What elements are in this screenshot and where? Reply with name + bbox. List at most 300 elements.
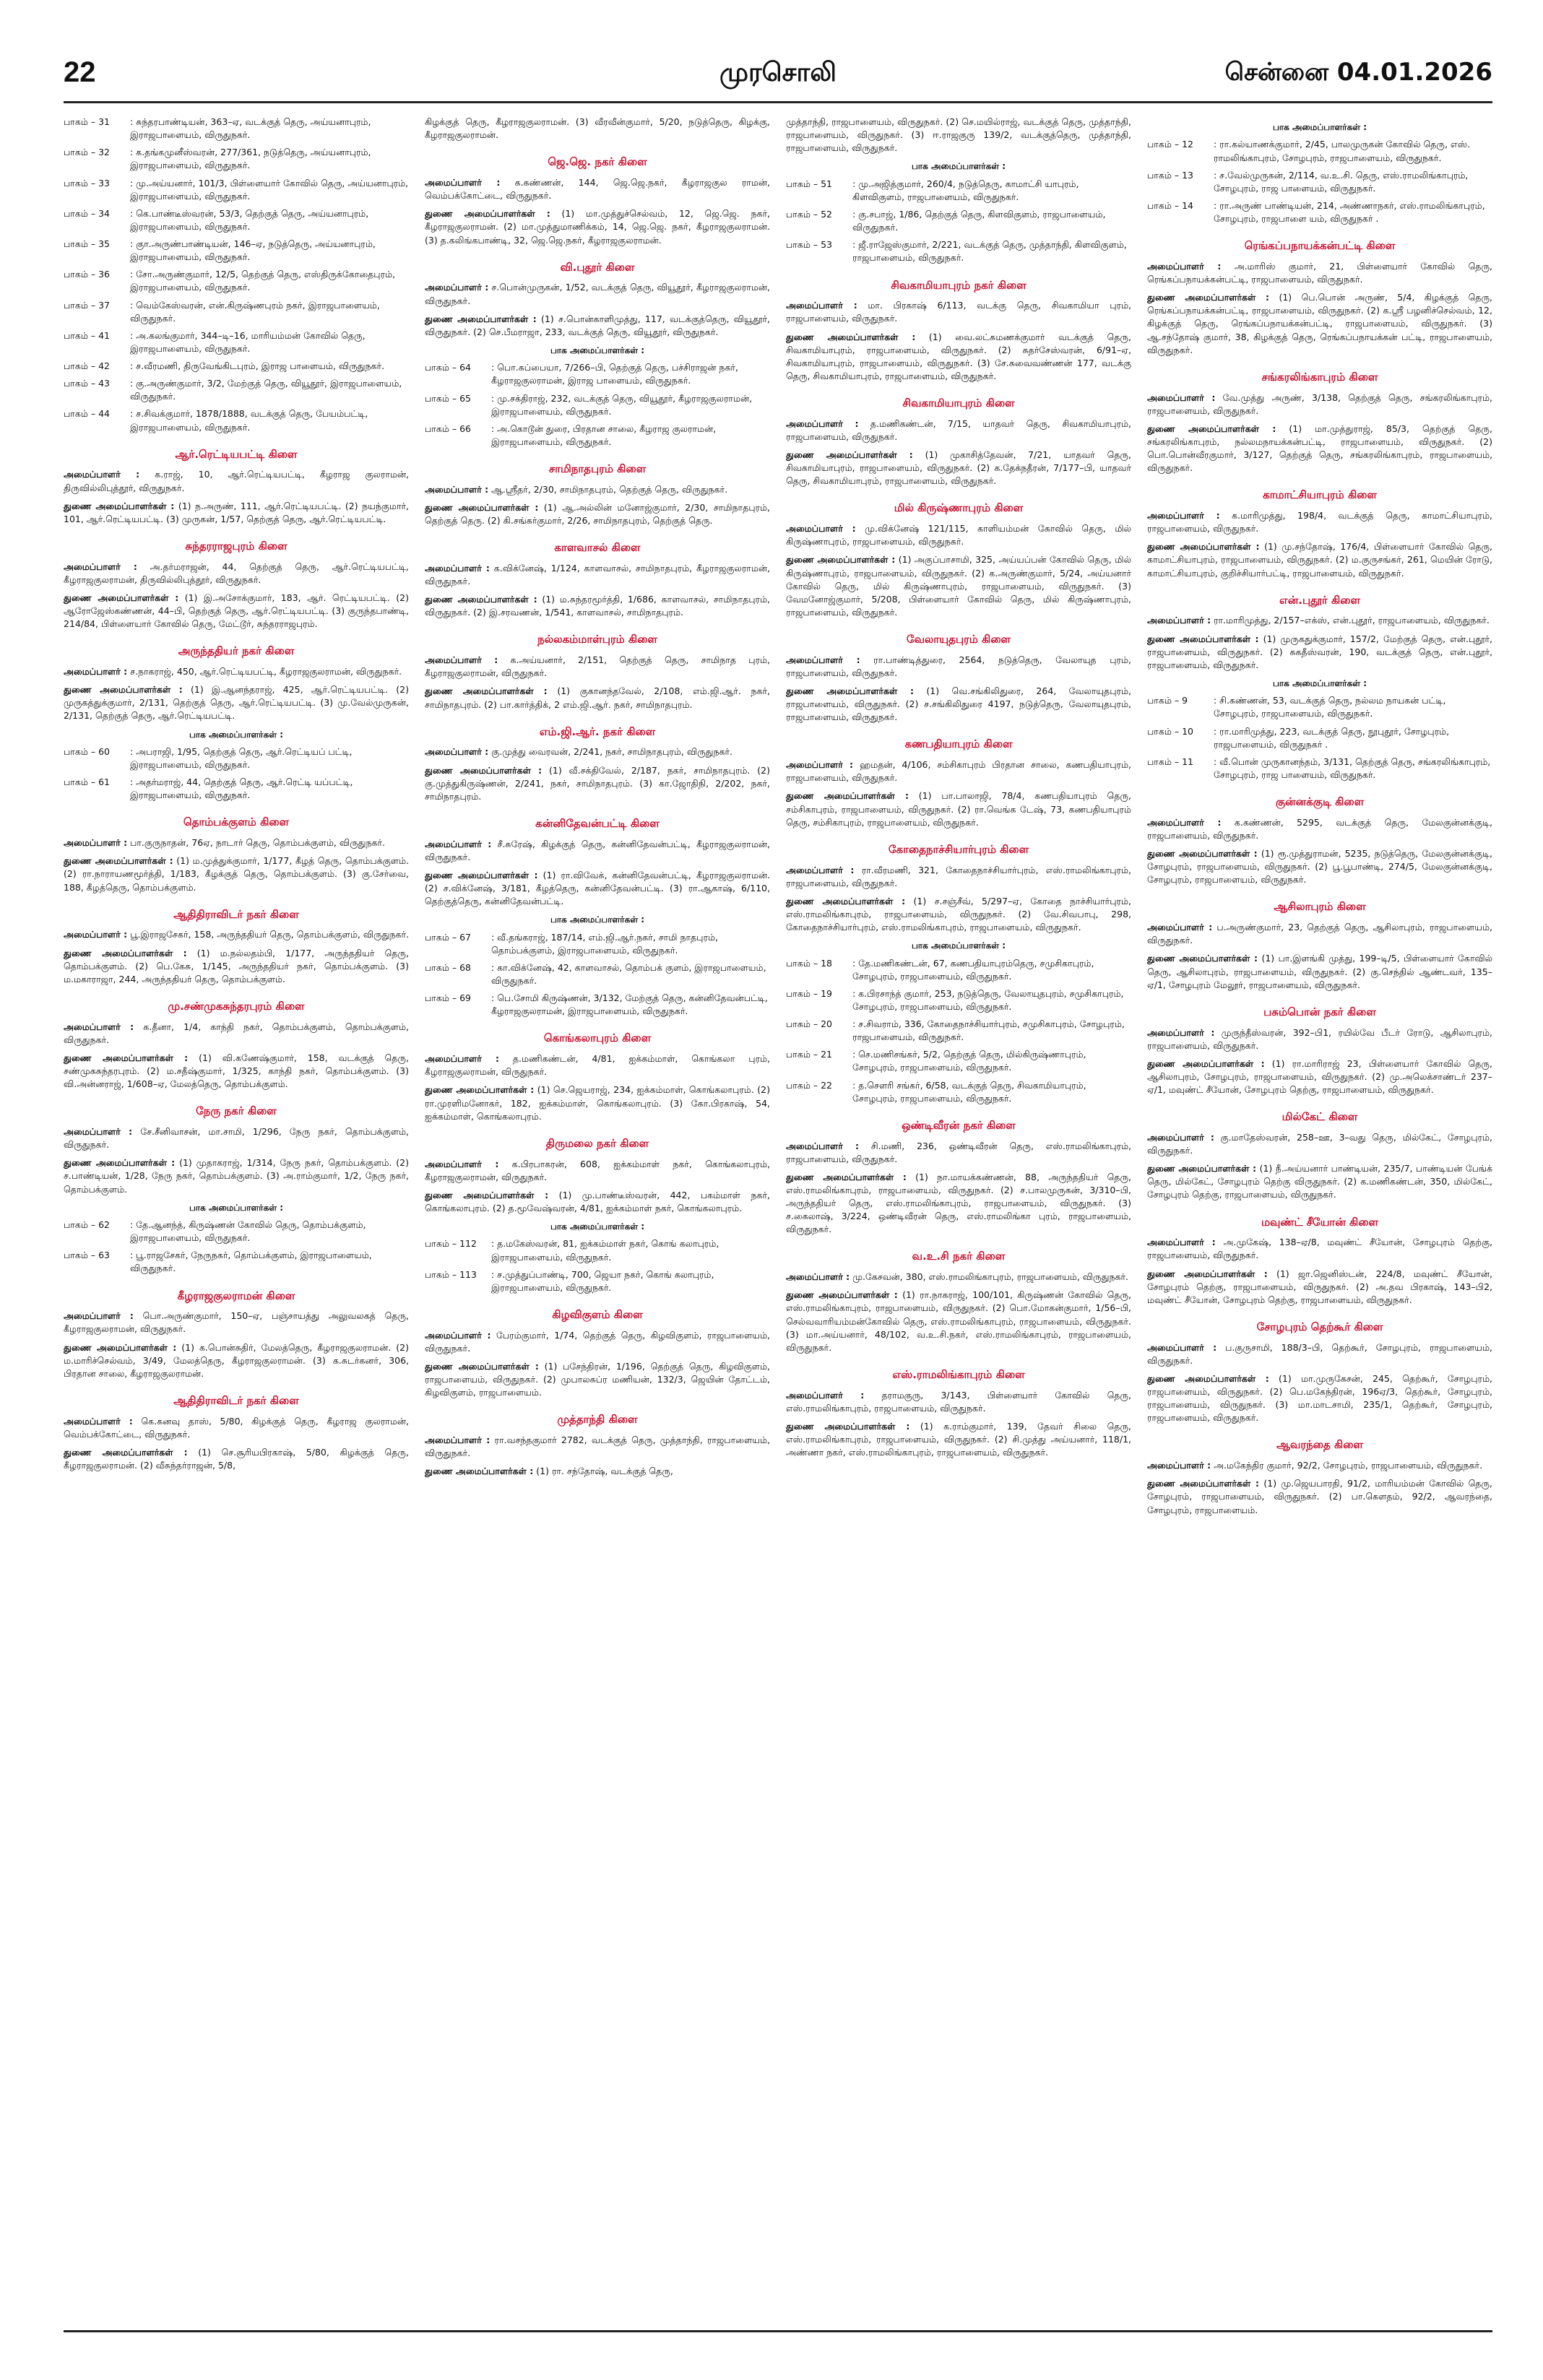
- branch-heading: சாமிநாதபுரம் கிளை: [548, 462, 647, 476]
- branch-section: [425, 1136, 770, 1294]
- deputy-names: (1) ரா.மாரிராஜ் 23, பிள்ளையார் கோவில் தெரு, ஆசிலாபுரம், சோழபுரம், ராஜபாளையம், விருதுநகர். (2) மு.அலெக்சாண்டர் 237–ஏ/1, மவுண்ட் சீயோன், சோழபுரம் தெற்கு, ராஜபாளையம், விருதுநகர்.: [1147, 1057, 1492, 1096]
- branch-section: [1147, 488, 1492, 579]
- organizer-entry: [425, 745, 770, 758]
- branch-heading: ஆவரந்தை கிளை: [1276, 1438, 1363, 1452]
- deputy-label: துணை அமைப்பாளர்கள் :: [1147, 292, 1270, 303]
- organizer-entry: [425, 176, 770, 202]
- deputy-organizers-entry: [1147, 423, 1492, 475]
- booth-row: [1147, 199, 1492, 225]
- organizer-name: ப.குருசாமி, 188/3–பி, தெற்கூர், சோழபுரம், ராஜபாளையம், விருதுநகர்.: [1147, 1341, 1492, 1366]
- booth-row: [64, 377, 409, 403]
- deputy-organizers-entry: [64, 1341, 409, 1380]
- booth-row: [64, 177, 409, 203]
- organizer-name: ஹமதன், 4/106, சம்சிகாபுரம் பிரதான சாலை, கணபதியாபுரம், ராஜபாளையம், விருதுநகர்.: [786, 759, 1131, 784]
- deputy-organizers-entry: [1147, 1268, 1492, 1307]
- deputy-organizers-entry: [1147, 633, 1492, 672]
- organizer-entry: [425, 654, 770, 680]
- organizer-entry: [425, 838, 770, 864]
- organizer-entry: [64, 468, 409, 494]
- deputy-names: (1) செ.சூரியபிரகாஷ், 5/80, கிழக்குத் தெரு, கீழராஜகுலராமன். (2) வீசுந்தர்ராஜன், 5/8,: [64, 1446, 409, 1471]
- organizer-label: அமைப்பாளர் :: [786, 1389, 865, 1401]
- booth-number: பாகம் – 20: [786, 1018, 832, 1030]
- organizer-label: அமைப்பாளர் :: [786, 654, 860, 665]
- booth-organizers-heading: பாக அமைப்பாளர்கள் :: [550, 345, 645, 355]
- organizer-name: அ.மாரிஸ் குமார், 21, பிள்ளையார் கோவில் தெரு, ரெங்கப்பநாயக்கன்பட்டி, ராஜபாளையம், விருதுநகர்.: [1147, 260, 1492, 285]
- deputy-label: துணை அமைப்பாளர்கள் :: [425, 501, 539, 513]
- booth-organizer: : ரா.கல்யாணக்குமார், 2/45, பாலமுருகன் கோவில் தெரு, எஸ். ராமலிங்காபுரம், சோழபுரம், ராஜபாளையம், விருதுநகர்.: [1214, 139, 1471, 163]
- deputy-label: துணை அமைப்பாளர்கள் :: [64, 500, 175, 511]
- branch-section: [786, 116, 1131, 265]
- deputy-label: துணை அமைப்பாளர்கள் :: [786, 790, 909, 802]
- booth-organizer: : பூ.ராஜசேகர், நேருநகர், தொம்பக்குளம், இராஜபாளையம், விருதுநகர்.: [130, 1250, 372, 1274]
- branch-section: [786, 1249, 1131, 1354]
- booth-organizer: : தே.ஆனந்த், கிருஷ்ணன் கோவில் தெரு, தொம்பக்குளம், இராஜபாளையம், விருதுநகர்.: [130, 1219, 366, 1244]
- organizer-label: அமைப்பாளர் :: [64, 1021, 134, 1032]
- deputy-label: துணை அமைப்பாளர்கள் :: [786, 1171, 907, 1182]
- branch-section: [425, 1412, 770, 1478]
- booth-number: பாகம் – 61: [64, 776, 110, 788]
- booth-number: பாகம் – 42: [64, 360, 110, 371]
- booth-organizer: : க.தங்கமுனீஸ்வரன், 277/361, நடுத்தெரு, அய்யனாபுரம், இராஜபாளையம், விருதுநகர்.: [130, 147, 371, 171]
- branch-heading: முத்தாந்தி கிளை: [557, 1413, 638, 1427]
- booth-organizers-heading: பாக அமைப்பாளர்கள் :: [911, 161, 1006, 172]
- organizer-label: அமைப்பாளர் :: [786, 864, 855, 875]
- deputy-label: துணை அமைப்பாளர்கள் :: [786, 449, 913, 461]
- booth-number: பாகம் – 21: [786, 1049, 832, 1060]
- organizer-label: அமைப்பாளர் :: [1147, 391, 1216, 403]
- organizer-entry: [425, 281, 770, 307]
- organizer-entry: [64, 1125, 409, 1151]
- deputy-organizers-entry: [64, 683, 409, 722]
- organizer-name: வே.முத்து அருண், 3/138, தெற்குத் தெரு, சங்கரலிங்காபுரம், ராஜபாளையம், விருதுநகர்.: [1147, 391, 1492, 416]
- deputy-names: (1) குகானந்தவேல், 2/108, எம்.ஜி.ஆர். நகர், சாமிநாதபுரம். (2) பா.கார்த்திக், 2 எம்.ஜி.ஆர். நகர், சாமிநாதபுரம்.: [425, 685, 770, 710]
- deputy-label: துணை அமைப்பாளர்கள் :: [64, 1052, 189, 1063]
- branch-heading: வேலாயுதபுரம் கிளை: [906, 633, 1011, 646]
- newspaper-title: முரசொலி: [719, 58, 837, 87]
- booth-number: பாகம் – 36: [64, 269, 110, 280]
- booth-organizer: : கு.சபாஜ், 1/86, தெற்குத் தெரு, கிளவிகுளம், ராஜபாளையம், விருதுநகர்.: [852, 209, 1106, 233]
- booth-organizer: : ச.வீரமணி, திருவேங்கிடபுரம், இராஜ பாளையம், விருதுநகர்.: [130, 360, 385, 371]
- organizer-name: சீ.சுரேஷ், கிழக்குத் தெரு, கன்னிதேவன்பட்டி, கீழராஜகுலராமன், விருதுநகர்.: [425, 838, 770, 862]
- organizer-name: மா. பிரகாஷ் 6/113, வடக்கு தெரு, சிவகாமியா புரம், ராஜபாளையம், விருதுநகர்.: [786, 300, 1131, 324]
- branch-section: [64, 1393, 409, 1472]
- deputy-organizers-entry: [786, 331, 1131, 384]
- branch-section: [64, 644, 409, 802]
- booth-row: [786, 238, 1131, 264]
- deputy-names: (1) ரா.நாகராஜ், 100/101, கிருஷ்ணன் கோவில் தெரு, எஸ்.ராமலிங்காபுரம், ராஜபாளையம், விருதுநகர். (2) பொ.மோகன்குமார், 1/56–பி, செல்வவாரியம்மன்கோவில் தெரு, எஸ்.ராமலிங்காபுரம், ராஜபாளையம், விருதுநகர். (3) மா.அய்யனார், 48/102, வ.உ.சி.நகர், எஸ்.ராமலிங்காபுரம், ராஜபாளையம், விருதுநகர்.: [786, 1289, 1131, 1353]
- organizer-label: அமைப்பாளர் :: [1147, 1460, 1211, 1471]
- branch-section: [1147, 795, 1492, 886]
- masthead: [64, 56, 1492, 97]
- organizer-label: அமைப்பாளர் :: [64, 666, 128, 677]
- booth-organizers-heading: பாக அமைப்பாளர்கள் :: [550, 1221, 645, 1232]
- deputy-label: துணை அமைப்பாளர்கள் :: [425, 1084, 535, 1096]
- deputy-names: (1) க.ராம்குமார், 139, தேவர் சிலை தெரு, எஸ்.ராமலிங்காபுரம், ராஜபாளையம், விருதுநகர். (2) சி.முத்து அய்யனார், 118/1, அண்ணா நகர், எஸ்.ராமலிங்காபுரம், ராஜபாளையம், விருதுநகர்.: [786, 1420, 1131, 1458]
- organizer-name: கு.முத்து வைரவன், 2/241, நகர், சாமிநாதபுரம், விருதுநகர்.: [491, 746, 733, 758]
- deputy-organizers-entry: [1147, 291, 1492, 357]
- booth-row: [425, 392, 770, 418]
- booth-organizer: : செ.மணிசங்கர், 5/2, தெற்குத் தெரு, மில்கிருஷ்ணாபுரம், சோழபுரம், ராஜபாளையம், விருதுநகர்.: [852, 1049, 1086, 1073]
- deputy-organizers-entry: [425, 1189, 770, 1215]
- booth-organizer: : மு.அய்யனார், 101/3, பிள்ளையார் கோவில் தெரு, அய்யனாபுரம், இராஜபாளையம், விருதுநகர்.: [130, 177, 409, 202]
- organizer-entry: [786, 299, 1131, 325]
- organizer-label: அமைப்பாளர் :: [425, 1053, 499, 1065]
- deputy-names: (1) ந.அருண், 111, ஆர்.ரெட்டியபட்டி. (2) நயந்குமார், 101, ஆர்.ரெட்டியபட்டி. (3) முருகன், 1/57, தெற்குத் தெரு, ஆர்.ரெட்டியபட்டி.: [64, 500, 409, 524]
- branch-section: [786, 278, 1131, 384]
- organizer-name: பொ.அருண்குமார், 150–ஏ, பஞ்சாயத்து அலுவலகத் தெரு, கீழராஜகுலராமன், விருதுநகர்.: [64, 1310, 409, 1335]
- booth-organizers-heading: பாக அமைப்பாளர்கள் :: [189, 729, 284, 740]
- organizer-entry: [1147, 1341, 1492, 1367]
- booth-row: [64, 1249, 409, 1275]
- branch-section: [425, 1307, 770, 1399]
- branch-heading: எம்.ஜி.ஆர். நகர் கிளை: [539, 724, 656, 738]
- organizer-entry: [425, 562, 770, 588]
- branch-section: [64, 539, 409, 631]
- branch-heading: வ.உ.சி நகர் கிளை: [912, 1250, 1006, 1263]
- branch-section: [425, 1031, 770, 1122]
- booth-row: [1147, 694, 1492, 720]
- deputy-label: துணை அமைப்பாளர்கள் :: [786, 554, 896, 566]
- organizer-name: ரா.வீரமணி, 321, கோதைநாச்சியார்புரம், எஸ்.ராமலிங்காபுரம், ராஜபாளையம், விருதுநகர்.: [786, 864, 1131, 888]
- branch-section: [425, 816, 770, 1018]
- deputy-names: (1) ஆ.அல்லின் மனோஜ்குமார், 2/30, சாமிநாதபுரம், தெற்குத் தெரு. (2) கி.சங்கர்குமார், 2/26, சாமிநாதபுரம், தெற்குத் தெரு.: [425, 501, 770, 527]
- deputy-organizers-entry: [786, 553, 1131, 619]
- organizer-entry: [64, 1021, 409, 1047]
- organizer-label: அமைப்பாளர் :: [425, 746, 489, 758]
- organizer-label: அமைப்பாளர் :: [1147, 1026, 1215, 1038]
- branch-heading: நேரு நகர் கிளை: [196, 1104, 277, 1118]
- branch-section: [64, 907, 409, 986]
- deputy-organizers-entry: [64, 854, 409, 893]
- booth-number: பாகம் – 69: [425, 992, 471, 1004]
- booth-number: பாகம் – 11: [1147, 756, 1193, 767]
- deputy-organizers-entry: [1147, 952, 1492, 991]
- organizer-label: அமைப்பாளர் :: [425, 654, 498, 666]
- organizer-label: அமைப்பாளர் :: [425, 1435, 490, 1446]
- organizer-label: அமைப்பாளர் :: [64, 1310, 134, 1322]
- branch-heading: சுந்தரராஜபுரம் கிளை: [185, 539, 288, 553]
- booth-number: பாகம் – 37: [64, 299, 110, 311]
- deputy-label: துணை அமைப்பாளர்கள் :: [1147, 1057, 1265, 1069]
- booth-row: [64, 268, 409, 294]
- column-3: [786, 116, 1131, 2326]
- booth-organizer: : த.செளரி சங்கர், 6/58, வடக்குத் தெரு, சிவகாமியாபுரம், சோழபுரம், ராஜபாளையம், விருதுநகர்.: [852, 1079, 1086, 1104]
- branch-section: [1147, 238, 1492, 357]
- deputy-names: (1) பா.பாலாஜி, 78/4, கணபதியாபுரம் தெரு, சம்சிகாபுரம், ராஜபாளையம், விருதுநகர். (2) ரா.வெங்க டேஷ், 73, கணபதியாபுரம் தெரு, சம்சிகாபுரம், ராஜபாளையம், விருதுநகர்.: [786, 790, 1131, 828]
- organizer-name: முருந்தீஸ்வரன், 392–பி1, ரயில்வே பீடர் ரோடு, ஆசிலாபுரம், ராஜபாளையம், விருதுநகர்.: [1147, 1026, 1492, 1051]
- deputy-organizers-entry: [1147, 1162, 1492, 1201]
- branch-heading: கிழவிகுளம் கிளை: [552, 1307, 643, 1321]
- organizer-entry: [786, 864, 1131, 890]
- deputy-names: (1) முதாகராஜ், 1/314, நேரு நகர், தொம்பக்குளம். (2) ச.பாண்டியன், 1/28, நேரு நகர், தொம்பக்குளம். (3) அ.ராம்குமார், 1/2, நேரு நகர், தொம்பக்குளம்.: [64, 1157, 409, 1195]
- branch-section: [425, 724, 770, 803]
- organizer-label: அமைப்பாளர் :: [1147, 615, 1211, 626]
- deputy-organizers-entry: [786, 685, 1131, 724]
- deputy-label: துணை அமைப்பாளர்கள் :: [786, 685, 915, 697]
- booth-number: பாகம் – 65: [425, 392, 471, 404]
- deputy-names: (1) ஜா.ஜெனிஸ்டன், 224/8, மவுண்ட் சீயோன், சோழபுரம் தெற்கு, ராஜபாளையம், விருதுநகர். (2) அ.தவ பிரகாஷ், 143–பி2, மவுண்ட் சீயோன், சோழபுரம் தெற்கு, ராஜபாளையம், விருதுநகர்.: [1147, 1268, 1492, 1305]
- booth-organizer: : பெ.சோமி கிருஷ்ணன், 3/132, மேற்குத் தெரு, கன்னிதேவன்பட்டி, கீழராஜகுலராமன், இராஜபாளையம், விருதுநகர்.: [491, 992, 768, 1017]
- deputy-label: துணை அமைப்பாளர்கள் :: [1147, 953, 1258, 964]
- deputy-organizers-entry: [64, 592, 409, 631]
- booth-row: [786, 1018, 1131, 1044]
- deputy-organizers-entry: [786, 449, 1131, 488]
- booth-number: பாகம் – 53: [786, 239, 832, 251]
- booth-row: [786, 178, 1131, 204]
- organizer-entry: [425, 1329, 770, 1355]
- deputy-label: துணை அமைப்பாளர்கள் :: [425, 208, 550, 220]
- organizer-name: மு.விக்னேஷ் 121/115, காளியம்மன் கோவில் தெரு, மில் கிருஷ்ணாபுரம், ராஜபாளையம், விருதுநகர்.: [786, 523, 1131, 548]
- deputy-label: துணை அமைப்பாளர்கள் :: [64, 1446, 188, 1458]
- deputy-names: (1) மா.முத்துராஜ், 85/3, தெற்குத் தெரு, சங்கரலிங்காபுரம், நல்லமநாயக்கன்பட்டி, ராஜபாளையம், விருதுநகர். (2) பொ.பொன்வீரகுமார், 3/127, தெற்குத் தெரு, சங்கரலிங்காபுரம், ராஜபாளையம், விருதுநகர்.: [1147, 423, 1492, 474]
- deputy-organizers-entry: [786, 1289, 1131, 1354]
- branch-heading: சோழபுரம் தெற்கூர் கிளை: [1256, 1320, 1383, 1333]
- branch-section: [786, 1367, 1131, 1459]
- deputy-names: (1) ச.பொன்காளிமுத்து, 117, வடக்குத்தெரு, வியூதூர், விருதுநகர். (2) செ.பீமராஜா, 233, வடக்குத் தெரு, வியூதூர், விருதுநகர்.: [425, 313, 770, 337]
- booth-number: பாகம் – 44: [64, 408, 110, 420]
- deputy-label: துணை அமைப்பாளர்கள் :: [1147, 633, 1259, 644]
- branch-heading: மில்கேட் கிளை: [1281, 1110, 1358, 1124]
- branch-section: [425, 540, 770, 619]
- booth-row: [1147, 169, 1492, 195]
- deputy-organizers-entry: [64, 1052, 409, 1091]
- branch-heading: கணபதியாபுரம் கிளை: [904, 737, 1013, 751]
- booth-number: பாகம் – 13: [1147, 169, 1193, 181]
- organizer-name: பேரம்குமார், 1/74, தெற்குத் தெரு, கிழவிகுளம், ராஜபாளையம், விருதுநகர்.: [425, 1329, 770, 1354]
- organizer-name: க.கண்ணன், 5295, வடக்குத் தெரு, மேலகுன்னக்குடி, ராஜபாளையம், விருதுநகர்.: [1147, 816, 1492, 841]
- branch-heading: குன்னக்குடி கிளை: [1275, 795, 1365, 809]
- deputy-organizers-entry: [64, 947, 409, 986]
- booth-number: பாகம் – 14: [1147, 199, 1193, 211]
- branch-heading: அருந்ததியர் நகர் கிளை: [178, 644, 295, 658]
- booth-organizer: : அ.கலங்குமார், 344–டி–16, மாரியம்மன் கோவில் தெரு, இராஜபாளையம், விருதுநகர்.: [130, 329, 366, 354]
- deputy-names: (1) செ.ஜெயராஜ், 234, ஐக்கம்மாள், கொங்கலாபுரம். (2) ரா.முரளிமனோகர், 182, ஐக்கம்மாள், கொங்கலாபுரம். (3) கோ.பிரகாஷ், 54, ஐக்கம்மாள், கொங்கலாபுரம்.: [425, 1084, 770, 1122]
- organizer-label: அமைப்பாளர் :: [1147, 1131, 1214, 1143]
- booth-number: பாகம் – 51: [786, 178, 832, 189]
- column-1: [64, 116, 409, 2326]
- deputy-names: (1) பெ.பொன் அருண், 5/4, கிழக்குத் தெரு, ரெங்கப்பநாயக்கன்பட்டி, ராஜபாளையம், விருதுநகர். (2) க.ஸ்ரீ பழனிச்செல்வம், 12, கிழக்குத் தெரு, ரெங்கப்பநாயக்கன்பட்டி, ராஜபாளையம், விருதுநகர். (3) ஆ.சந்தோஷ் குமார், 38, கிழக்குத் தெரு, ரெங்கப்பநாயக்கன் பட்டி, ராஜபாளையம், விருதுநகர்.: [1147, 292, 1492, 355]
- deputy-label: துணை அமைப்பாளர்கள் :: [1147, 423, 1276, 434]
- booth-organizer: : அ.கொடூன் துரை, பிரதான சாலை, கீழராஜ குலராமன், இராஜபாளையம், விருதுநகர்.: [491, 423, 717, 447]
- organizer-label: அமைப்பாளர் :: [425, 282, 489, 293]
- branch-heading: ஆசிலாபுரம் கிளை: [1274, 900, 1366, 914]
- booth-row: [64, 207, 409, 233]
- branch-heading: சங்கரலிங்காபுரம் கிளை: [1261, 370, 1378, 384]
- branch-heading: ஜெ.ஜெ. நகர் கிளை: [548, 155, 647, 169]
- organizer-label: அமைப்பாளர் :: [64, 1415, 133, 1427]
- continued-text: முத்தாந்தி, ராஜபாளையம், விருதுநகர். (2) செ.மயில்ராஜ், வடக்குத் தெரு, முத்தாந்தி, ராஜபாளையம், விருதுநகர். (3) ஈ.ராஜகுரு 139/2, வடக்குத்தெரு, முத்தாந்தி, ராஜபாளையம், விருதுநகர்.: [786, 116, 1131, 154]
- organizer-name: மு.கேசவன், 380, எஸ்.ராமலிங்காபுரம், ராஜபாளையம், விருதுநகர்.: [852, 1271, 1128, 1283]
- branch-heading: மவுண்ட் சீயோன் கிளை: [1261, 1215, 1379, 1229]
- branch-heading: சிவகாமியாபுரம் கிளை: [902, 397, 1015, 410]
- organizer-entry: [64, 836, 409, 849]
- organizer-entry: [64, 665, 409, 678]
- organizer-name: க.விக்னேஷ், 1/124, காளவாசல், சாமிநாதபுரம், கீழராஜகுலராமன், விருதுநகர்.: [425, 562, 770, 587]
- booth-number: பாகம் – 63: [64, 1250, 110, 1261]
- organizer-name: த.மணிகண்டன், 4/81, ஐக்கம்மாள், கொங்கலா புரம், கீழராஜகுலராமன், விருதுநகர்.: [425, 1053, 770, 1078]
- deputy-organizers-entry: [64, 1446, 409, 1472]
- organizer-name: ப.அருண்குமார், 23, தெற்குத் தெரு, ஆசிலாபுரம், ராஜபாளையம், விருதுநகர்.: [1147, 922, 1492, 946]
- branch-heading: ஆதிதிராவிடர் நகர் கிளை: [173, 907, 299, 921]
- booth-organizer: : வெம்கேஸ்வரன், என்.கிருஷ்ணபுரம் நகர், இராஜபாளையம், விருதுநகர்.: [130, 299, 380, 324]
- organizer-name: பா.குருநாதன், 76ஏ, நாடார் தெரு, தொம்பக்குளம், விருதுநகர்.: [130, 837, 386, 849]
- booth-organizers-heading: பாக அமைப்பாளர்கள் :: [550, 914, 645, 925]
- deputy-organizers-entry: [425, 1360, 770, 1399]
- organizer-entry: [786, 417, 1131, 443]
- organizer-name: ரா.மாரிமுத்து, 2/157–எக்ஸ், என்.புதூர், ராஜபாளையம், விருதுநகர்.: [1214, 615, 1490, 626]
- deputy-names: (1) நீ.அய்யனார் பாண்டியன், 235/7, பாண்டியன் பேங்க் தெரு, மில்கேட், சோழபுரம் தெற்கு விருதுநகர். (2) க.மணிகண்டன், 350, மில்கேட், சோழபுரம் தெற்கு, ராஜபாளையம், விருதுநகர்.: [1147, 1163, 1492, 1200]
- branch-section: [786, 1118, 1131, 1237]
- footer-rule: [64, 2330, 1492, 2332]
- organizer-name: ரா.வசந்தகுமார் 2782, வடக்குத் தெரு, முத்தாந்தி, ராஜபாளையம், விருதுநகர்.: [425, 1435, 770, 1459]
- deputy-label: துணை அமைப்பாளர்கள் :: [1147, 1478, 1260, 1489]
- deputy-names: (1) ச.சஞ்சீவ், 5/297–ஏ, கோதை நாச்சியார்புரம், எஸ்.ராமலிங்காபுரம், ராஜபாளையம், விருதுநகர். (2) வே.சிவபாபு, 298, கோதைநாச்சியார்புரம், எஸ்.ராமலிங்காபுரம், ராஜபாளையம், விருதுநகர்.: [786, 895, 1131, 933]
- branch-heading: கொங்கலாபுரம் கிளை: [543, 1031, 652, 1045]
- organizer-name: க.தீனா, 1/4, காந்தி நகர், தொம்பக்குளம், தொம்பக்குளம், விருதுநகர்.: [64, 1021, 409, 1045]
- deputy-names: (1) முகாசித்தேவன், 7/21, யாதவர் தெரு, சிவகாமியாபுரம், ராஜபாளையம், விருதுநகர். (2) க.தேக்நதீரன், 7/177–பி, யாதவர் தெரு, சிவகாமியாபுரம், ராஜபாளையம், விருதுநகர்.: [786, 449, 1131, 487]
- booth-row: [786, 957, 1131, 983]
- organizer-name: ஆ.ஸ்ரீதர், 2/30, சாமிநாதபுரம், தெற்குத் தெரு, விருதுநகர்.: [491, 483, 728, 495]
- booth-number: பாகம் – 12: [1147, 139, 1193, 150]
- booth-number: பாகம் – 18: [786, 957, 832, 969]
- booth-organizer: : கெ.பாண்டீஸ்வரன், 53/3, தெற்குத் தெரு, அய்யனாபுரம், இராஜபாளையம், விருதுநகர்.: [130, 207, 369, 232]
- organizer-name: கெ.கனவு தாஸ், 5/80, கிழக்குத் தெரு, கீழராஜ குலராமன், வெம்பக்கோட்டை, விருதுநகர்.: [64, 1415, 409, 1440]
- branch-section: [64, 815, 409, 893]
- booth-row: [64, 1219, 409, 1245]
- deputy-label: துணை அமைப்பாளர்கள் :: [786, 895, 906, 906]
- branch-section: [64, 1104, 409, 1275]
- organizer-name: அ.தர்மராஜன், 44, தெற்குத் தெரு, ஆர்.ரெட்டியபட்டி, கீழராஜகுலராமன், திருவில்லிபுத்தூர், விருதுநகர்.: [64, 561, 409, 585]
- organizer-entry: [425, 1434, 770, 1460]
- booth-row: [64, 299, 409, 325]
- organizer-entry: [64, 928, 409, 941]
- deputy-organizers-entry: [786, 895, 1131, 934]
- deputy-label: துணை அமைப்பாளர்கள் :: [1147, 541, 1260, 553]
- organizer-label: அமைப்பாளர் :: [64, 929, 128, 940]
- branch-heading: எஸ்.ராமலிங்காபுரம் கிளை: [892, 1367, 1025, 1381]
- booth-organizers-heading: பாக அமைப்பாளர்கள் :: [1272, 122, 1367, 132]
- booth-row: [1147, 725, 1492, 751]
- organizer-entry: [1147, 260, 1492, 286]
- organizer-entry: [1147, 391, 1492, 417]
- booth-number: பாகம் – 31: [64, 116, 110, 127]
- page-number: 22: [64, 56, 96, 88]
- deputy-organizers-entry: [425, 207, 770, 246]
- booth-organizer: : குா.அருண்பாண்டியன், 146–ஏ, நடுத்தெரு, அய்யனாபுரம், இராஜபாளையம், விருதுநகர்.: [130, 238, 376, 263]
- booth-number: பாகம் – 22: [786, 1079, 832, 1091]
- booth-organizer: : ரா.மாரிமுத்து, 223, வடக்குத் தெரு, நூபுதூர், சோழபுரம், ராஜபாளையம், விருதுநகர் .: [1214, 725, 1450, 750]
- branch-heading: மில் கிருஷ்ணாபுரம் கிளை: [894, 501, 1024, 515]
- organizer-entry: [64, 561, 409, 587]
- deputy-organizers-entry: [1147, 1477, 1492, 1516]
- branch-section: [1147, 899, 1492, 991]
- deputy-label: துணை அமைப்பாளர்கள் :: [425, 685, 548, 697]
- booth-row: [425, 992, 770, 1018]
- deputy-names: (1) ம.முத்துக்குமார், 1/177, கீழத் தெரு, தொம்பக்குளம். (2) ரா.நாராயணமூர்த்தி, 1/183, கீழக்குத் தெரு, தொம்பக்குளம். (3) கு.சேர்வை, 188, கீழத்தெரு, தொம்பக்குளம்.: [64, 855, 409, 893]
- booth-organizer: : அபராஜி, 1/95, தெற்குத் தெரு, ஆர்.ரெட்டியப் பட்டி, இராஜபாளையம், விருதுநகர்.: [130, 745, 353, 771]
- booth-row: [425, 423, 770, 449]
- organizer-label: அமைப்பாளர் :: [425, 562, 490, 574]
- organizer-name: சே.சீனிவாசன், மா.சாமி, 1/296, நேரு நகர், தொம்பக்குளம், விருதுநகர்.: [64, 1126, 409, 1151]
- booth-organizer: : சோ.அருண்குமார், 12/5, தெற்குத் தெரு, எஸ்திருக்கோதைபுரம், இராஜபாளையம், விருதுநகர்.: [130, 269, 396, 293]
- deputy-organizers-entry: [425, 593, 770, 619]
- booth-number: பாகம் – 9: [1147, 695, 1188, 706]
- organizer-name: பூ.இராஜசேகர், 158, அருந்ததியர் தெரு, தொம்பக்குளம், விருதுநகர்.: [130, 929, 409, 940]
- deputy-names: (1) ரா.விவேக், கன்னிதேவன்பட்டி, கீழராஜகுலராமன். (2) ச.விக்னேஷ், 3/181, கீழத்தெரு, கன்னிதேவன்பட்டி. (3) ரா.ஆகாஷ், 6/110, தெற்குத்தெரு, கன்னிதேவன்பட்டி.: [425, 869, 770, 907]
- branch-section: [64, 116, 409, 434]
- branch-section: [64, 1289, 409, 1380]
- deputy-names: (1) க.பொன்சுதிர், மேலத்தெரு, கீழராஜகுலராமன். (2) ம.மாரிச்செல்வம், 3/49, மேலத்தெரு, கீழராஜகுலராமன். (3) க.சுடர்கனர், 306, பிரதான சாலை, கீழராஜகுலராமன்.: [64, 1341, 409, 1379]
- booth-organizer: : க.பிரசாந்த் குமார், 253, நடுத்தெரு, வேலாயுதபுரம், சமுசிகாபுரம், சோழபுரம், ராஜபாளையம், விருதுநகர்.: [852, 987, 1124, 1012]
- organizer-name: ரா.பாண்டித்துரை, 2564, நடுத்தெரு, வேலாயுத புரம், ராஜபாளையம், விருதுநகர்.: [786, 654, 1131, 678]
- organizer-label: அமைப்பாளர் :: [1147, 260, 1222, 272]
- deputy-organizers-entry: [425, 501, 770, 527]
- deputy-label: துணை அமைப்பாளர்கள் :: [425, 313, 537, 324]
- booth-organizer: : அதர்மராஜ், 44, தெற்குத் தெரு, ஆர்.ரெட்டி யப்பட்டி, இராஜபாளையம், விருதுநகர்.: [130, 776, 353, 801]
- branch-section: [1147, 1109, 1492, 1201]
- branch-section: [425, 155, 770, 246]
- organizer-entry: [786, 1389, 1131, 1415]
- organizer-name: ச.நாகராஜ், 450, ஆர்.ரெட்டியபட்டி, கீழராஜகுலராமன், விருதுநகர்.: [130, 666, 402, 677]
- organizer-label: அமைப்பாளர் :: [786, 1140, 859, 1151]
- organizer-label: அமைப்பாளர் :: [425, 1329, 491, 1341]
- deputy-organizers-entry: [425, 1465, 770, 1478]
- booth-row: [64, 776, 409, 802]
- booth-number: பாகம் – 64: [425, 362, 471, 373]
- deputy-organizers-entry: [786, 789, 1131, 828]
- organizer-name: அ.மகேந்திர குமார், 92/2, சோழபுரம், ராஜபாளையம், விருதுநகர்.: [1214, 1460, 1483, 1471]
- organizer-entry: [1147, 1026, 1492, 1052]
- booth-organizer: : ச.முத்துப்பாண்டி, 700, ஜெயா நகர், கொங் கலாபுரம், இராஜபாளையம், விருதுநகர்.: [491, 1268, 714, 1293]
- deputy-organizers-entry: [425, 764, 770, 803]
- organizer-label: அமைப்பாளர் :: [786, 417, 859, 429]
- deputy-label: துணை அமைப்பாளர்கள் :: [1147, 1268, 1268, 1279]
- booth-organizer: : தே.மணிகண்டன், 67, கணபதியாபுரம்தெரு, சமுசிகாபுரம், சோழபுரம், ராஜபாளையம், விருதுநகர்.: [852, 957, 1094, 982]
- deputy-organizers-entry: [425, 685, 770, 711]
- organizer-entry: [1147, 921, 1492, 947]
- branch-section: [425, 116, 770, 142]
- branch-section: [1147, 121, 1492, 225]
- organizer-name: கு.மாதேஸ்வரன், 258–ஊ, 3–வது தெரு, மில்கேட், சோழபுரம், விருதுநகர்.: [1147, 1131, 1492, 1156]
- organizer-label: அமைப்பாளர் :: [786, 1271, 850, 1283]
- branch-section: [786, 501, 1131, 619]
- booth-number: பாகம் – 35: [64, 238, 110, 249]
- booth-organizers-heading: பாக அமைப்பாளர்கள் :: [911, 940, 1006, 951]
- booth-organizer: : கு.அருண்குமார், 3/2, மேற்குத் தெரு, வியூதூர், இராஜபாளையம், விருதுநகர்.: [130, 378, 402, 402]
- booth-organizer: : ரா.அருண் பாண்டியன், 214, அண்ணாநகர், எஸ்.ராமலிங்காபுரம், சோழபுரம், ராஜபாளை யம், விருதுநகர் .: [1214, 199, 1485, 225]
- deputy-names: (1) வீ.சக்திவேல், 2/187, நகர், சாமிநாதபுரம். (2) கு.முத்துகிருஷ்ணன், 2/241, நகர், சாமிநாதபுரம். (3) கா.ஜோதிநி, 2/202, நகர், சாமிநாதபுரம்.: [425, 764, 770, 802]
- deputy-organizers-entry: [1147, 1057, 1492, 1096]
- branch-heading: ஆதிதிராவிடர் நகர் கிளை: [173, 1393, 299, 1407]
- booth-row: [64, 329, 409, 355]
- branch-section: [1147, 1437, 1492, 1516]
- booth-organizer: : சி.கண்ணன், 53, வடக்குத் தெரு, நல்லம நாயகன் பட்டி, சோழபுரம், ராஜபாளையம், விருதுநகர்.: [1214, 695, 1446, 719]
- deputy-organizers-entry: [786, 1420, 1131, 1459]
- organizer-name: க.மாரிமுத்து, 198/4, வடக்குத் தெரு, காமாட்சியாபுரம், ராஜபாளையம், விருதுநகர்.: [1147, 510, 1492, 535]
- booth-organizer: : வீ.தங்கராஜ், 187/14, எம்.ஜி.ஆர்.நகர், சாமி நாதபுரம், தொம்பக்குளம், இராஜபாளையம், விருதுநகர்.: [491, 931, 718, 956]
- branch-heading: கோதைநாச்சியார்புரம் கிளை: [888, 842, 1029, 856]
- deputy-label: துணை அமைப்பாளர்கள் :: [64, 592, 179, 603]
- booth-number: பாகம் – 67: [425, 931, 471, 943]
- organizer-entry: [786, 758, 1131, 784]
- deputy-label: துணை அமைப்பாளர்கள் :: [425, 1189, 549, 1200]
- branch-heading: காளவாசல் கிளை: [554, 541, 641, 555]
- organizer-label: அமைப்பாளர் :: [1147, 1341, 1217, 1353]
- deputy-label: துணை அமைப்பாளர்கள் :: [64, 1157, 176, 1169]
- booth-organizer: : ச.வேல்முருகன், 2/114, வ.உ.சி. தெரு, எஸ்.ராமலிங்காபுரம், சோழபுரம், ராஜ பாளையம், விருதுநகர்.: [1214, 169, 1469, 194]
- branch-section: [786, 842, 1131, 1105]
- branch-section: [786, 737, 1131, 828]
